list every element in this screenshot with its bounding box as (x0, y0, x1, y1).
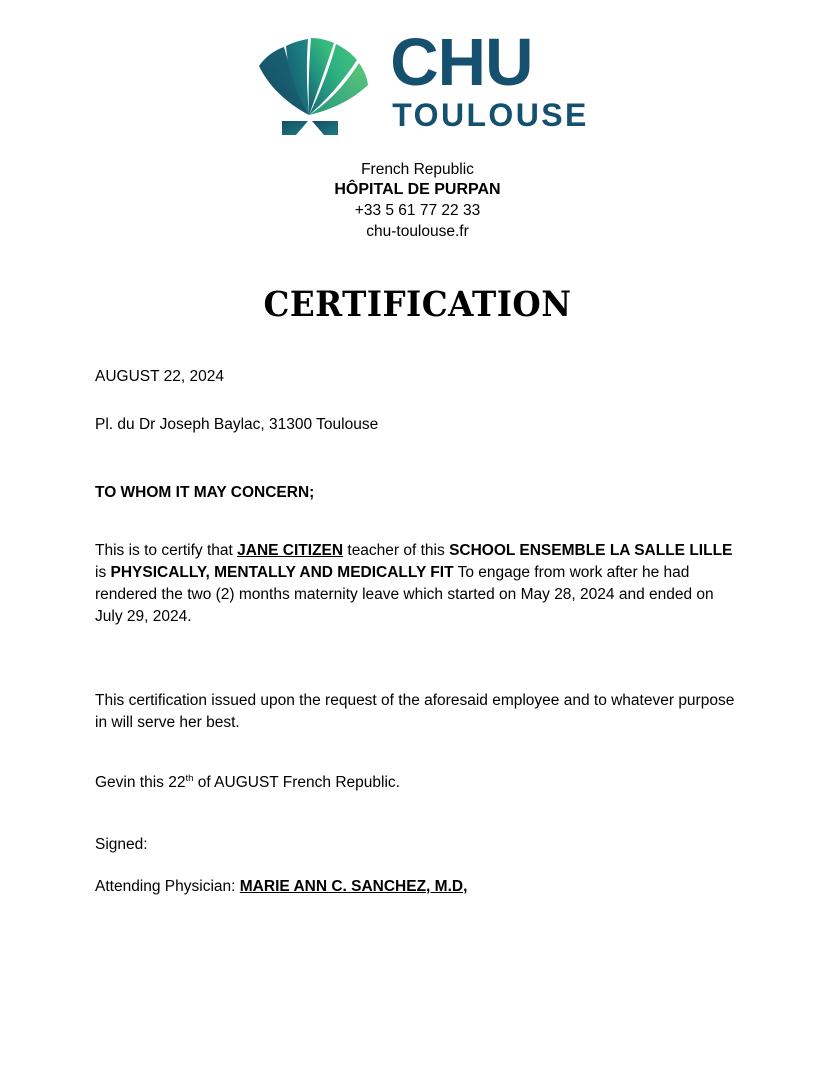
letter-salutation: TO WHOM IT MAY CONCERN; (95, 483, 315, 501)
chu-toulouse-logo (0, 22, 835, 140)
signed-label: Signed: (95, 835, 148, 853)
org-website: chu-toulouse.fr (366, 222, 469, 240)
logo-wordmark-toulouse: TOULOUSE (392, 97, 589, 134)
certify-text-part4: To engage from work after he had rendered the two (2) months maternity leave which started on May 28, 2024 and ended on July 29, 2024. (95, 563, 714, 625)
org-phone: +33 5 61 77 22 33 (354, 202, 481, 220)
logo-wordmark-chu: CHU (390, 24, 533, 100)
certify-text-part3: is (95, 563, 111, 581)
fitness-status: PHYSICALLY, MENTALLY AND MEDICALLY FIT (110, 563, 454, 581)
org-hospital-name: HÔPITAL DE PURPAN (334, 181, 501, 199)
given-prefix: Gevin this (95, 773, 169, 791)
given-day: 22 (168, 773, 186, 791)
shell-logo-icon (246, 25, 374, 137)
school-name: SCHOOL ENSEMBLE LA SALLE LILLE (449, 541, 733, 559)
given-ordinal-suffix: th (185, 772, 194, 784)
certify-paragraph (95, 540, 740, 628)
page-title: CERTIFICATION (263, 283, 572, 325)
org-country-line: French Republic (361, 161, 474, 178)
organization-contact-block (0, 160, 835, 242)
attending-physician-label: Attending Physician: (95, 877, 240, 895)
logo-wordmark (390, 24, 589, 134)
attending-physician-name: MARIE ANN C. SANCHEZ, M.D, (239, 877, 468, 895)
certify-text-part2: teacher of this (343, 541, 450, 559)
employee-name: JANE CITIZEN (237, 541, 344, 559)
certify-text-part1: This is to certify that (95, 541, 238, 559)
attending-physician-line (95, 878, 740, 896)
letter-address: Pl. du Dr Joseph Baylac, 31300 Toulouse (95, 415, 379, 433)
given-date-line (95, 772, 740, 794)
letterhead (0, 0, 835, 242)
letter-body (95, 368, 740, 896)
given-suffix: of AUGUST French Republic. (193, 773, 400, 791)
request-paragraph: This certification issued upon the request of the aforesaid employee and to whatever purpose in will serve her best. (95, 691, 735, 731)
letter-date: AUGUST 22, 2024 (95, 367, 224, 385)
